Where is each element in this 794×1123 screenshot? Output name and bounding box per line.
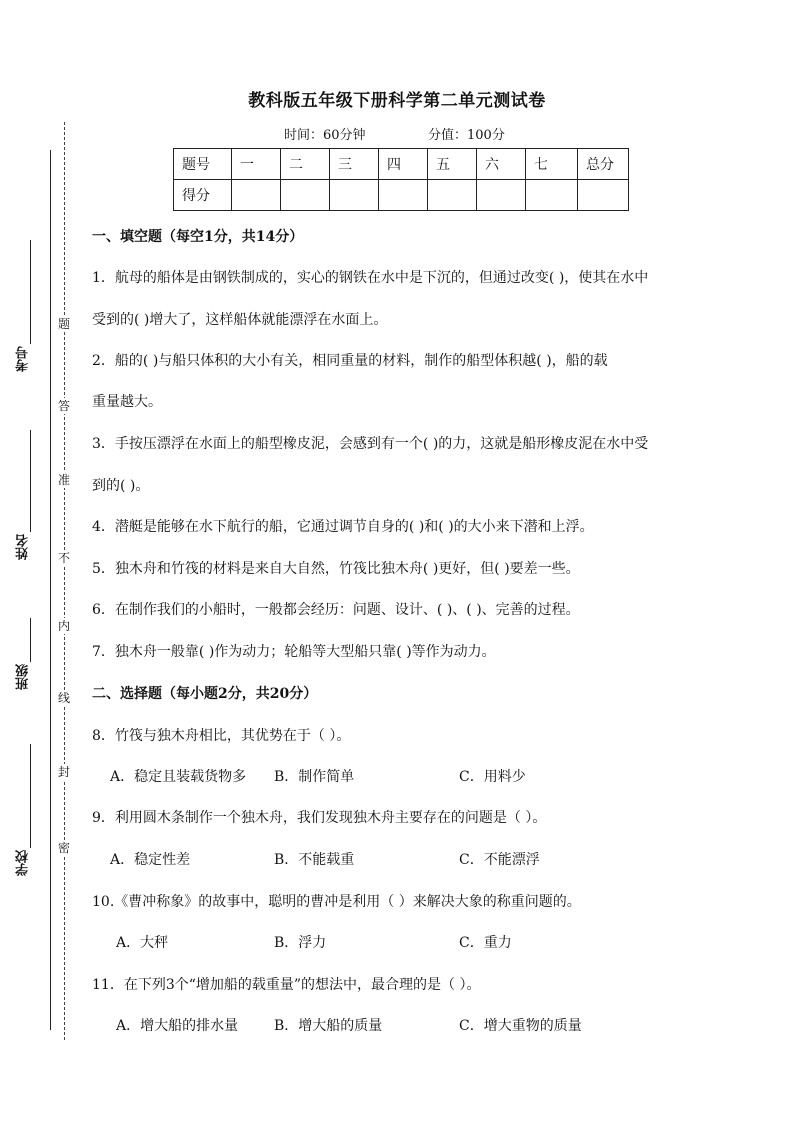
score-table-score-row bbox=[174, 180, 629, 211]
score-table-cell: 题号 bbox=[174, 149, 232, 180]
seal-char: 准 bbox=[57, 473, 70, 487]
score-table bbox=[173, 148, 629, 211]
class-label: 班级 bbox=[16, 664, 31, 690]
section-heading-choice: 二、选择题（每小题2分，共20分） bbox=[92, 686, 318, 702]
score-table-cell: 四 bbox=[379, 149, 428, 180]
score-input-cell[interactable] bbox=[379, 180, 428, 211]
question-line: 7．独木舟一般靠( )作为动力；轮船等大型船只靠( )等作为动力。 bbox=[92, 644, 496, 660]
score-input-cell[interactable] bbox=[526, 180, 578, 211]
option-b[interactable]: B．不能载重 bbox=[274, 852, 355, 868]
option-a[interactable]: A．增大船的排水量 bbox=[116, 1018, 239, 1034]
score-input-cell[interactable] bbox=[232, 180, 281, 211]
exam-number-label: 考号 bbox=[16, 346, 31, 372]
score-input-cell[interactable] bbox=[281, 180, 330, 211]
page-title: 教科版五年级下册科学第二单元测试卷 bbox=[248, 91, 546, 111]
score-input-cell[interactable] bbox=[428, 180, 477, 211]
time-info: 时间：60分钟 bbox=[284, 128, 366, 143]
binding-solid-line bbox=[50, 150, 51, 1030]
question-line: 受到的( )增大了，这样船体就能漂浮在水面上。 bbox=[92, 312, 388, 328]
score-table-cell: 三 bbox=[330, 149, 379, 180]
score-table-cell: 二 bbox=[281, 149, 330, 180]
section-heading-fill: 一、填空题（每空1分，共14分） bbox=[92, 229, 304, 245]
seal-char: 线 bbox=[57, 691, 70, 705]
option-a[interactable]: A．大秤 bbox=[116, 935, 169, 951]
seal-char: 密 bbox=[57, 841, 70, 855]
score-input-cell[interactable] bbox=[330, 180, 379, 211]
seal-char: 答 bbox=[57, 399, 70, 413]
question-line: 1．航母的船体是由钢铁制成的，实心的钢铁在水中是下沉的，但通过改变( )，使其在水中 bbox=[92, 270, 649, 286]
option-a[interactable]: A．稳定且装载货物多 bbox=[110, 769, 247, 785]
question-line: 到的( )。 bbox=[92, 478, 150, 494]
option-b[interactable]: B．制作简单 bbox=[274, 769, 355, 785]
question-line: 9．利用圆木条制作一个独木舟，我们发现独木舟主要存在的问题是（ ）。 bbox=[92, 810, 547, 826]
option-a[interactable]: A．稳定性差 bbox=[110, 852, 191, 868]
score-table-header-row bbox=[174, 149, 629, 180]
question-line: 6．在制作我们的小船时，一般都会经历：问题、设计、( )、( )、完善的过程。 bbox=[92, 602, 580, 618]
question-line: 2．船的( )与船只体积的大小有关，相同重量的材料，制作的船型体积越( )，船的载 bbox=[92, 353, 608, 369]
question-line: 3．手按压漂浮在水面上的船型橡皮泥，会感到有一个( )的力，这就是船形橡皮泥在水中受 bbox=[92, 436, 649, 452]
score-info: 分值：100分 bbox=[428, 128, 505, 143]
question-line: 11．在下列3个“增加船的载重量”的想法中，最合理的是（ ）。 bbox=[92, 977, 481, 993]
school-field[interactable] bbox=[30, 744, 32, 848]
score-row-label: 得分 bbox=[174, 180, 232, 211]
name-field[interactable] bbox=[30, 430, 32, 532]
question-line: 8．竹筏与独木舟相比，其优势在于（ ）。 bbox=[92, 728, 351, 744]
school-label: 学校 bbox=[16, 850, 31, 876]
option-c[interactable]: C．不能漂浮 bbox=[459, 852, 540, 868]
option-c[interactable]: C．增大重物的质量 bbox=[459, 1018, 582, 1034]
seal-char: 题 bbox=[57, 317, 70, 331]
seal-char: 封 bbox=[57, 765, 70, 779]
score-table-cell: 五 bbox=[428, 149, 477, 180]
question-line: 10.《曹冲称象》的故事中，聪明的曹冲是利用（ ）来解决大象的称重问题的。 bbox=[92, 894, 581, 910]
option-b[interactable]: B．增大船的质量 bbox=[274, 1018, 383, 1034]
seal-char: 不 bbox=[57, 551, 70, 565]
question-line: 重量越大。 bbox=[92, 394, 162, 410]
score-table-cell: 总分 bbox=[578, 149, 629, 180]
seal-char: 内 bbox=[57, 619, 70, 633]
binding-dashed-line bbox=[64, 122, 65, 1040]
score-table-cell: 七 bbox=[526, 149, 578, 180]
question-line: 4．潜艇是能够在水下航行的船，它通过调节自身的( )和( )的大小来下潜和上浮。 bbox=[92, 519, 594, 535]
score-input-cell[interactable] bbox=[477, 180, 526, 211]
class-field[interactable] bbox=[30, 618, 32, 662]
exam-number-field[interactable] bbox=[30, 240, 32, 344]
score-table-cell: 六 bbox=[477, 149, 526, 180]
question-line: 5．独木舟和竹筏的材料是来自大自然，竹筏比独木舟( )更好，但( )要差一些。 bbox=[92, 561, 580, 577]
option-c[interactable]: C．重力 bbox=[459, 935, 512, 951]
name-label: 姓名 bbox=[16, 534, 31, 560]
score-table-cell: 一 bbox=[232, 149, 281, 180]
option-c[interactable]: C．用料少 bbox=[459, 769, 526, 785]
option-b[interactable]: B．浮力 bbox=[274, 935, 327, 951]
score-input-cell[interactable] bbox=[578, 180, 629, 211]
